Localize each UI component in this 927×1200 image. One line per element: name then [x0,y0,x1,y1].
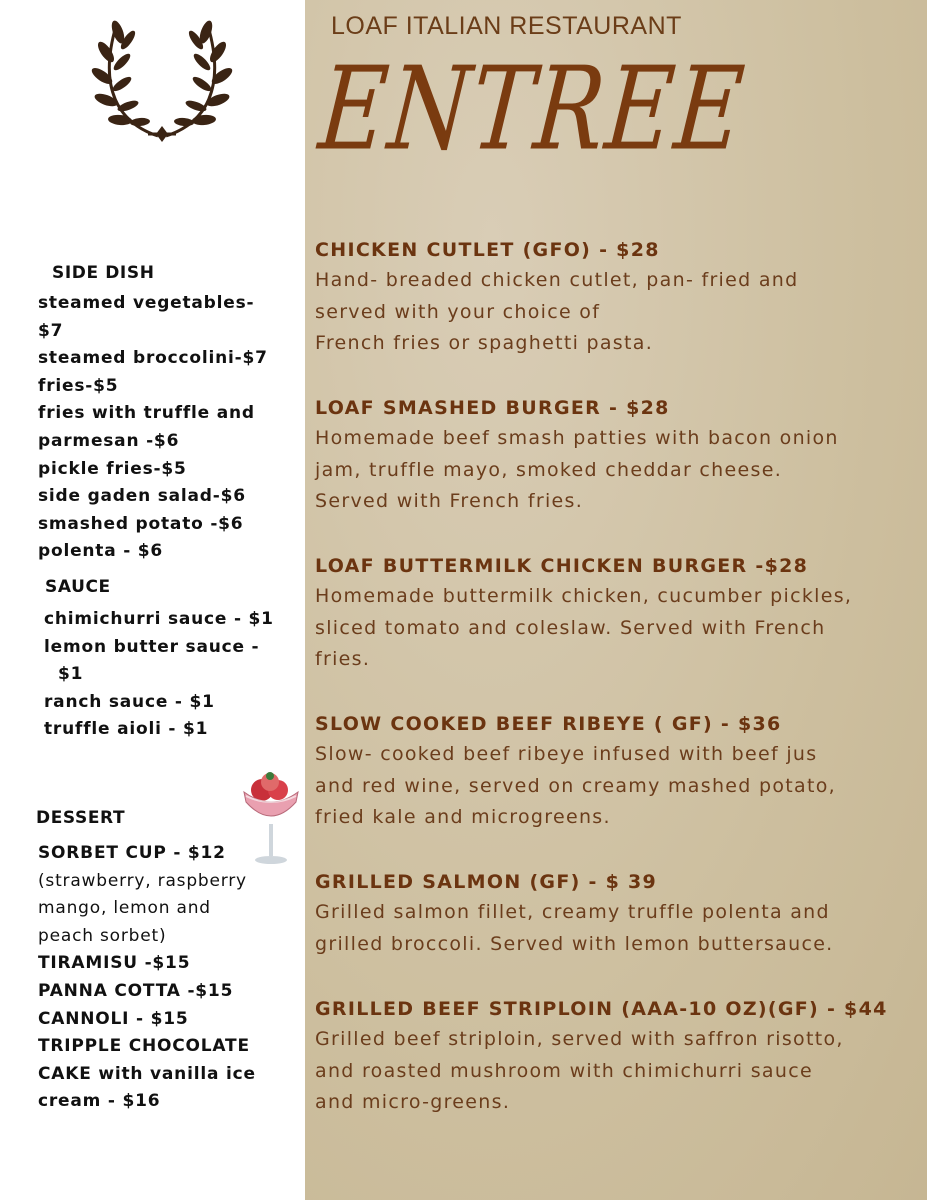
list-item: fries with truffle and [38,403,255,424]
sauce-list [44,606,274,744]
description-line: grilled broccoli. Served with lemon buttersauce. [315,932,834,955]
sauce-heading: SAUCE [45,577,111,597]
laurel-wreath-icon [88,18,236,144]
description-line: and roasted mushroom with chimichurri sauce [315,1059,813,1082]
list-item: lemon butter sauce - [44,636,260,657]
list-item: smashed potato -$6 [38,513,244,534]
entree-description [315,265,925,360]
entree-description [315,739,925,834]
list-item: steamed broccolini-$7 [38,348,268,369]
list-item: peach sorbet) [38,925,167,946]
dessert-heading: DESSERT [36,808,126,828]
entree-title: GRILLED BEEF STRIPLOIN (AAA-10 OZ)(GF) - $44 [315,998,888,1020]
restaurant-name: LOAF ITALIAN RESTAURANT [331,12,682,40]
description-line: and red wine, served on creamy mashed potato, [315,774,836,797]
entree-item [315,551,925,676]
list-item: fries-$5 [38,375,119,396]
dessert-list [38,840,256,1116]
description-line: fries. [315,648,371,670]
entree-item [315,709,925,834]
list-item: polenta - $6 [38,541,164,562]
entree-item [315,994,925,1119]
entree-description [315,1024,925,1119]
list-item: ranch sauce - $1 [44,691,215,712]
list-item: CANNOLI - $15 [38,1008,189,1029]
list-item: pickle fries-$5 [38,458,187,479]
description-line: sliced tomato and coleslaw. Served with French [315,616,826,639]
list-item: truffle aioli - $1 [44,719,209,740]
entree-description [315,423,925,518]
list-item: steamed vegetables- [38,293,255,313]
list-item: mango, lemon and [38,898,211,919]
list-item: side gaden salad-$6 [38,486,246,507]
list-item: SORBET CUP - $12 [38,843,226,863]
entree-item [315,393,925,518]
side-dish-list [38,290,268,566]
entree-title: CHICKEN CUTLET (GFO) - $28 [315,239,660,261]
list-item: TRIPPLE CHOCOLATE [38,1036,250,1057]
description-line: Homemade beef smash patties with bacon onion [315,427,839,449]
section-title: ENTREE [314,42,751,176]
description-line: French fries or spaghetti pasta. [315,332,654,354]
list-item: PANNA COTTA -$15 [38,980,234,1001]
description-line: Served with French fries. [315,490,584,512]
list-item: parmesan -$6 [38,430,180,451]
list-item: $1 [58,664,84,685]
entree-item [315,867,925,960]
list-item: chimichurri sauce - $1 [44,609,274,629]
list-item: $7 [38,320,64,341]
description-line: Homemade buttermilk chicken, cucumber pickles, [315,585,853,607]
description-line: Grilled beef striploin, served with saffron risotto, [315,1028,844,1050]
list-item: (strawberry, raspberry [38,870,247,891]
entree-item [315,235,925,360]
entree-description [315,581,925,676]
list-item: cream - $16 [38,1091,161,1112]
description-line: jam, truffle mayo, smoked cheddar cheese. [315,458,783,481]
description-line: served with your choice of [315,300,601,323]
list-item: TIRAMISU -$15 [38,953,191,974]
list-item: CAKE with vanilla ice [38,1063,256,1084]
entree-description [315,897,925,960]
description-line: and micro-greens. [315,1091,511,1113]
description-line: Grilled salmon fillet, creamy truffle polenta and [315,901,830,923]
description-line: Hand- breaded chicken cutlet, pan- fried and [315,269,799,291]
side-dish-heading: SIDE DISH [52,263,155,283]
description-line: fried kale and microgreens. [315,806,611,828]
entree-title: GRILLED SALMON (GF) - $ 39 [315,871,658,893]
entree-title: LOAF BUTTERMILK CHICKEN BURGER -$28 [315,555,809,577]
entree-title: LOAF SMASHED BURGER - $28 [315,397,670,419]
entree-title: SLOW COOKED BEEF RIBEYE ( GF) - $36 [315,713,782,735]
description-line: Slow- cooked beef ribeye infused with beef jus [315,743,818,765]
